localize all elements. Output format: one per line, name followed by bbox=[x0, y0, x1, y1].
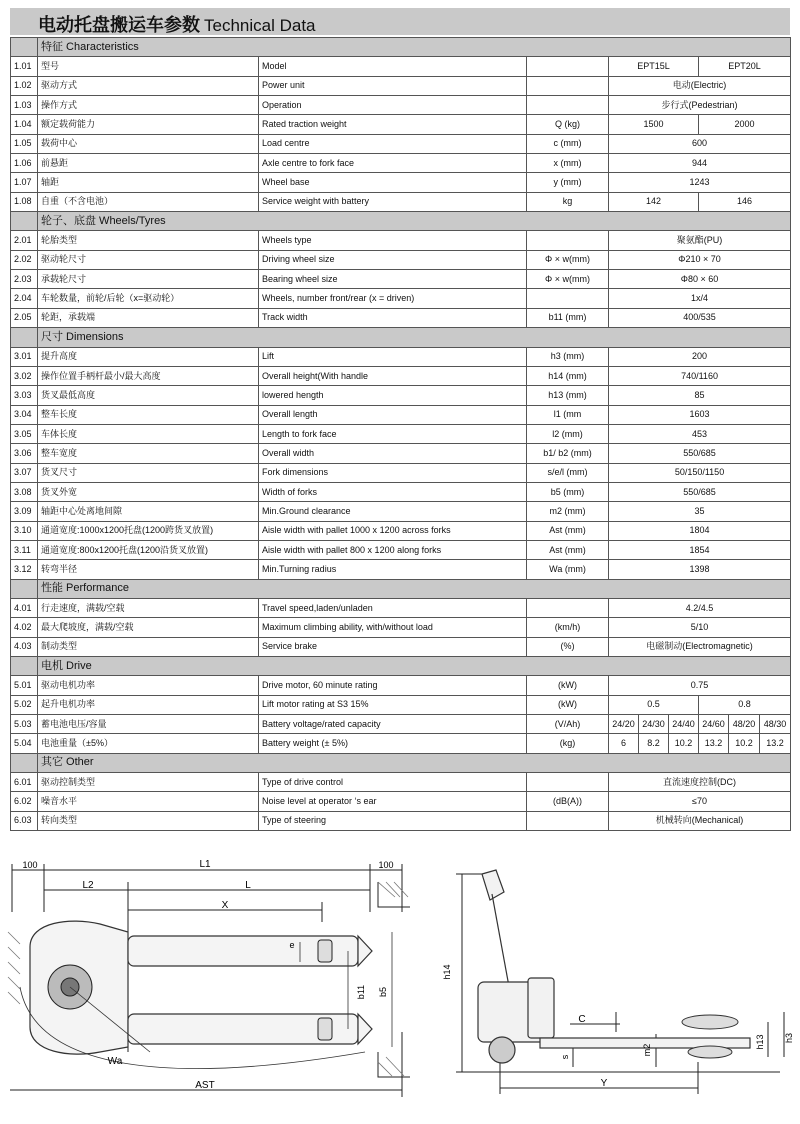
spec-name-en: Aisle width with pallet 1000 x 1200 across forks bbox=[259, 521, 527, 540]
spec-number: 2.02 bbox=[11, 250, 38, 269]
spec-name-cn: 整车长度 bbox=[38, 405, 259, 424]
dim-s-label: s bbox=[560, 1054, 570, 1060]
spec-number: 3.12 bbox=[11, 560, 38, 579]
spec-number: 5.02 bbox=[11, 695, 38, 714]
spec-name-cn: 通道宽度:800x1200托盘(1200沿货叉放置) bbox=[38, 540, 259, 559]
spec-name-en: Model bbox=[259, 57, 527, 76]
spec-unit: (kg) bbox=[527, 734, 609, 753]
section-header bbox=[11, 753, 791, 772]
spec-number: 1.08 bbox=[11, 192, 38, 211]
spec-value: 1854 bbox=[609, 540, 791, 559]
section-number-cell bbox=[11, 579, 38, 598]
spec-name-cn: 轮胎类型 bbox=[38, 231, 259, 250]
spec-row bbox=[11, 521, 791, 540]
spec-row bbox=[11, 76, 791, 95]
spec-number: 2.04 bbox=[11, 289, 38, 308]
spec-name-en: Type of steering bbox=[259, 811, 527, 830]
spec-unit: kg bbox=[527, 192, 609, 211]
spec-value-ept20l: 146 bbox=[699, 192, 791, 211]
spec-value: 1x/4 bbox=[609, 289, 791, 308]
spec-value: 0.75 bbox=[609, 676, 791, 695]
spec-value: 4.2/4.5 bbox=[609, 598, 791, 617]
spec-number: 3.08 bbox=[11, 482, 38, 501]
spec-value: 1804 bbox=[609, 521, 791, 540]
spec-value-ept15l: 0.5 bbox=[609, 695, 699, 714]
spec-name-en: Drive motor, 60 minute rating bbox=[259, 676, 527, 695]
spec-value-variant: 48/30 bbox=[760, 715, 791, 734]
spec-row bbox=[11, 734, 791, 753]
spec-number: 1.03 bbox=[11, 96, 38, 115]
spec-name-cn: 蓄电池电压/容量 bbox=[38, 715, 259, 734]
dim-b5-label: b5 bbox=[378, 986, 388, 998]
spec-number: 3.03 bbox=[11, 386, 38, 405]
spec-value-variant: 10.2 bbox=[729, 734, 760, 753]
section-header bbox=[11, 38, 791, 57]
spec-name-cn: 货叉最低高度 bbox=[38, 386, 259, 405]
spec-value: 944 bbox=[609, 154, 791, 173]
spec-unit: x (mm) bbox=[527, 154, 609, 173]
section-header bbox=[11, 579, 791, 598]
side-view-diagram bbox=[420, 852, 800, 1102]
spec-name-cn: 货叉尺寸 bbox=[38, 463, 259, 482]
spec-name-cn: 整车宽度 bbox=[38, 444, 259, 463]
spec-value: 步行式(Pedestrian) bbox=[609, 96, 791, 115]
spec-value-variant: 8.2 bbox=[639, 734, 669, 753]
spec-number: 6.01 bbox=[11, 773, 38, 792]
spec-number: 4.01 bbox=[11, 598, 38, 617]
spec-value: Φ80 × 60 bbox=[609, 270, 791, 289]
spec-name-en: Lift bbox=[259, 347, 527, 366]
spec-value-variant: 48/20 bbox=[729, 715, 760, 734]
spec-value: ≤70 bbox=[609, 792, 791, 811]
spec-unit: l2 (mm) bbox=[527, 424, 609, 443]
section-label: 性能 Performance bbox=[38, 579, 791, 598]
spec-name-cn: 轴距 bbox=[38, 173, 259, 192]
spec-name-cn: 制动类型 bbox=[38, 637, 259, 656]
spec-unit: Wa (mm) bbox=[527, 560, 609, 579]
section-number-cell bbox=[11, 657, 38, 676]
spec-number: 4.03 bbox=[11, 637, 38, 656]
spec-number: 3.06 bbox=[11, 444, 38, 463]
section-header bbox=[11, 657, 791, 676]
spec-name-en: Maximum climbing ability, with/without load bbox=[259, 618, 527, 637]
spec-name-cn: 提升高度 bbox=[38, 347, 259, 366]
spec-row bbox=[11, 560, 791, 579]
spec-row bbox=[11, 540, 791, 559]
section-label: 特征 Characteristics bbox=[38, 38, 791, 57]
spec-value: 453 bbox=[609, 424, 791, 443]
spec-name-en: Operation bbox=[259, 96, 527, 115]
spec-name-cn: 转弯半径 bbox=[38, 560, 259, 579]
spec-name-en: Driving wheel size bbox=[259, 250, 527, 269]
spec-value-variant: 24/20 bbox=[609, 715, 639, 734]
spec-name-en: Min.Turning radius bbox=[259, 560, 527, 579]
spec-unit: (V/Ah) bbox=[527, 715, 609, 734]
spec-unit bbox=[527, 289, 609, 308]
spec-row bbox=[11, 366, 791, 385]
dim-l2-label: L2 bbox=[82, 880, 94, 891]
spec-value-ept20l: 0.8 bbox=[699, 695, 791, 714]
spec-name-cn: 载荷中心 bbox=[38, 134, 259, 153]
spec-value-variant: 24/40 bbox=[669, 715, 699, 734]
spec-value: 机械转向(Mechanical) bbox=[609, 811, 791, 830]
spec-name-cn: 额定载荷能力 bbox=[38, 115, 259, 134]
spec-row bbox=[11, 270, 791, 289]
spec-value: Φ210 × 70 bbox=[609, 250, 791, 269]
dim-h14-label: h14 bbox=[442, 964, 452, 980]
section-number-cell bbox=[11, 212, 38, 231]
section-label: 轮子、底盘 Wheels/Tyres bbox=[38, 212, 791, 231]
spec-number: 5.01 bbox=[11, 676, 38, 695]
spec-row bbox=[11, 173, 791, 192]
spec-number: 5.03 bbox=[11, 715, 38, 734]
spec-number: 2.05 bbox=[11, 308, 38, 327]
spec-unit bbox=[527, 76, 609, 95]
spec-name-cn: 型号 bbox=[38, 57, 259, 76]
dim-l-label: L bbox=[245, 880, 251, 891]
spec-number: 4.02 bbox=[11, 618, 38, 637]
spec-name-cn: 转向类型 bbox=[38, 811, 259, 830]
spec-name-cn: 车轮数量，前轮/后轮（x=驱动轮） bbox=[38, 289, 259, 308]
dim-left-margin-label: 100 bbox=[22, 860, 38, 870]
spec-number: 3.11 bbox=[11, 540, 38, 559]
spec-row bbox=[11, 773, 791, 792]
spec-value-ept15l: 142 bbox=[609, 192, 699, 211]
dim-b11-label: b11 bbox=[356, 984, 366, 1000]
spec-value: 740/1160 bbox=[609, 366, 791, 385]
spec-number: 3.01 bbox=[11, 347, 38, 366]
dim-x-label: X bbox=[221, 900, 229, 911]
spec-row bbox=[11, 811, 791, 830]
technical-data-table bbox=[10, 37, 791, 831]
spec-value-variant: 13.2 bbox=[760, 734, 791, 753]
spec-row bbox=[11, 250, 791, 269]
spec-value-variant: 24/60 bbox=[699, 715, 729, 734]
spec-name-en: Lift motor rating at S3 15% bbox=[259, 695, 527, 714]
spec-row bbox=[11, 231, 791, 250]
spec-name-en: Power unit bbox=[259, 76, 527, 95]
spec-row bbox=[11, 598, 791, 617]
spec-row bbox=[11, 502, 791, 521]
spec-number: 3.10 bbox=[11, 521, 38, 540]
spec-value-variant: 24/30 bbox=[639, 715, 669, 734]
section-label: 尺寸 Dimensions bbox=[38, 328, 791, 347]
spec-name-cn: 驱动控制类型 bbox=[38, 773, 259, 792]
spec-name-en: Wheels, number front/rear (x = driven) bbox=[259, 289, 527, 308]
spec-unit: b11 (mm) bbox=[527, 308, 609, 327]
spec-value: 550/685 bbox=[609, 482, 791, 501]
spec-name-cn: 噪音水平 bbox=[38, 792, 259, 811]
spec-name-en: Bearing wheel size bbox=[259, 270, 527, 289]
spec-name-cn: 起升电机功率 bbox=[38, 695, 259, 714]
dim-m2-label: m2 bbox=[642, 1043, 652, 1057]
spec-name-cn: 货叉外宽 bbox=[38, 482, 259, 501]
spec-number: 5.04 bbox=[11, 734, 38, 753]
spec-row bbox=[11, 695, 791, 714]
spec-value: 35 bbox=[609, 502, 791, 521]
spec-unit: s/e/l (mm) bbox=[527, 463, 609, 482]
section-number-cell bbox=[11, 328, 38, 347]
section-number-cell bbox=[11, 38, 38, 57]
spec-number: 6.03 bbox=[11, 811, 38, 830]
spec-name-cn: 轮距，承载端 bbox=[38, 308, 259, 327]
spec-unit: (kW) bbox=[527, 695, 609, 714]
spec-name-cn: 自重（不含电池） bbox=[38, 192, 259, 211]
spec-value: 1603 bbox=[609, 405, 791, 424]
spec-name-cn: 驱动轮尺寸 bbox=[38, 250, 259, 269]
spec-row bbox=[11, 637, 791, 656]
spec-unit bbox=[527, 96, 609, 115]
spec-name-en: Wheel base bbox=[259, 173, 527, 192]
spec-number: 3.04 bbox=[11, 405, 38, 424]
spec-unit: Φ × w(mm) bbox=[527, 270, 609, 289]
spec-number: 3.05 bbox=[11, 424, 38, 443]
spec-name-en: Battery weight (± 5%) bbox=[259, 734, 527, 753]
spec-value: 直流速度控制(DC) bbox=[609, 773, 791, 792]
spec-name-cn: 驱动方式 bbox=[38, 76, 259, 95]
section-number-cell bbox=[11, 753, 38, 772]
spec-unit: l1 (mm bbox=[527, 405, 609, 424]
spec-value-ept15l: 1500 bbox=[609, 115, 699, 134]
spec-name-cn: 承载轮尺寸 bbox=[38, 270, 259, 289]
spec-number: 6.02 bbox=[11, 792, 38, 811]
spec-name-en: Overall height(With handle bbox=[259, 366, 527, 385]
spec-value: 1398 bbox=[609, 560, 791, 579]
spec-unit: m2 (mm) bbox=[527, 502, 609, 521]
spec-name-cn: 行走速度，满载/空载 bbox=[38, 598, 259, 617]
spec-value: 600 bbox=[609, 134, 791, 153]
dim-h3-label: h3 bbox=[784, 1032, 794, 1044]
spec-unit: Φ × w(mm) bbox=[527, 250, 609, 269]
dim-y-label: Y bbox=[600, 1078, 608, 1089]
spec-name-en: Fork dimensions bbox=[259, 463, 527, 482]
spec-name-en: Noise level at operator ‘s ear bbox=[259, 792, 527, 811]
spec-row bbox=[11, 444, 791, 463]
spec-value: 电磁制动(Electromagnetic) bbox=[609, 637, 791, 656]
spec-name-en: Overall length bbox=[259, 405, 527, 424]
spec-unit bbox=[527, 57, 609, 76]
spec-name-cn: 电池重量（±5%） bbox=[38, 734, 259, 753]
spec-unit: h14 (mm) bbox=[527, 366, 609, 385]
spec-name-cn: 轴距中心处离地间隙 bbox=[38, 502, 259, 521]
spec-row bbox=[11, 618, 791, 637]
spec-value-variant: 6 bbox=[609, 734, 639, 753]
section-label: 其它 Other bbox=[38, 753, 791, 772]
spec-unit: Q (kg) bbox=[527, 115, 609, 134]
spec-row bbox=[11, 96, 791, 115]
spec-name-en: Length to fork face bbox=[259, 424, 527, 443]
spec-name-en: Battery voltage/rated capacity bbox=[259, 715, 527, 734]
section-header bbox=[11, 212, 791, 231]
spec-name-cn: 车体长度 bbox=[38, 424, 259, 443]
spec-unit: c (mm) bbox=[527, 134, 609, 153]
spec-row bbox=[11, 57, 791, 76]
spec-name-en: Track width bbox=[259, 308, 527, 327]
spec-row bbox=[11, 676, 791, 695]
spec-unit bbox=[527, 231, 609, 250]
spec-number: 3.02 bbox=[11, 366, 38, 385]
spec-number: 1.01 bbox=[11, 57, 38, 76]
spec-row bbox=[11, 308, 791, 327]
top-view-diagram bbox=[0, 852, 420, 1102]
spec-row bbox=[11, 386, 791, 405]
spec-name-en: Min.Ground clearance bbox=[259, 502, 527, 521]
spec-name-en: Axle centre to fork face bbox=[259, 154, 527, 173]
spec-value: 5/10 bbox=[609, 618, 791, 637]
dim-wa-label: Wa bbox=[107, 1056, 123, 1067]
spec-row bbox=[11, 715, 791, 734]
spec-unit: (km/h) bbox=[527, 618, 609, 637]
spec-row bbox=[11, 792, 791, 811]
spec-name-en: Aisle width with pallet 800 x 1200 along forks bbox=[259, 540, 527, 559]
spec-name-en: Load centre bbox=[259, 134, 527, 153]
spec-value-variant: 13.2 bbox=[699, 734, 729, 753]
spec-value: 200 bbox=[609, 347, 791, 366]
spec-row bbox=[11, 134, 791, 153]
spec-unit: Ast (mm) bbox=[527, 540, 609, 559]
section-header bbox=[11, 328, 791, 347]
spec-row bbox=[11, 424, 791, 443]
dim-c-label: C bbox=[578, 1014, 586, 1025]
section-label: 电机 Drive bbox=[38, 657, 791, 676]
spec-name-cn: 操作位置手柄杆最小/最大高度 bbox=[38, 366, 259, 385]
spec-number: 1.05 bbox=[11, 134, 38, 153]
spec-number: 3.09 bbox=[11, 502, 38, 521]
spec-name-cn: 驱动电机功率 bbox=[38, 676, 259, 695]
spec-unit: (%) bbox=[527, 637, 609, 656]
spec-number: 2.03 bbox=[11, 270, 38, 289]
spec-row bbox=[11, 347, 791, 366]
spec-row bbox=[11, 192, 791, 211]
dim-h13-label: h13 bbox=[755, 1034, 765, 1050]
spec-unit: h13 (mm) bbox=[527, 386, 609, 405]
dim-right-margin-label: 100 bbox=[378, 860, 394, 870]
page-title-en: Technical Data bbox=[204, 16, 316, 35]
spec-unit bbox=[527, 773, 609, 792]
spec-row bbox=[11, 289, 791, 308]
dim-e-label: e bbox=[289, 940, 295, 950]
spec-row bbox=[11, 115, 791, 134]
spec-name-en: Type of drive control bbox=[259, 773, 527, 792]
dim-ast-label: AST bbox=[195, 1080, 215, 1091]
spec-unit: (kW) bbox=[527, 676, 609, 695]
spec-row bbox=[11, 463, 791, 482]
spec-value: 电动(Electric) bbox=[609, 76, 791, 95]
spec-unit: Ast (mm) bbox=[527, 521, 609, 540]
spec-unit bbox=[527, 598, 609, 617]
spec-value: 400/535 bbox=[609, 308, 791, 327]
spec-number: 1.02 bbox=[11, 76, 38, 95]
spec-unit: y (mm) bbox=[527, 173, 609, 192]
spec-row bbox=[11, 482, 791, 501]
dim-l1-label: L1 bbox=[199, 859, 211, 870]
spec-name-en: Service weight with battery bbox=[259, 192, 527, 211]
spec-unit bbox=[527, 811, 609, 830]
spec-name-cn: 前悬距 bbox=[38, 154, 259, 173]
spec-name-en: Service brake bbox=[259, 637, 527, 656]
spec-value: 1243 bbox=[609, 173, 791, 192]
truck-side-outline bbox=[478, 870, 750, 1063]
spec-number: 1.06 bbox=[11, 154, 38, 173]
spec-number: 2.01 bbox=[11, 231, 38, 250]
spec-value-ept20l: EPT20L bbox=[699, 57, 791, 76]
spec-name-en: Width of forks bbox=[259, 482, 527, 501]
spec-number: 1.07 bbox=[11, 173, 38, 192]
spec-unit: (dB(A)) bbox=[527, 792, 609, 811]
page-title bbox=[38, 11, 316, 37]
spec-name-en: Rated traction weight bbox=[259, 115, 527, 134]
spec-unit: b5 (mm) bbox=[527, 482, 609, 501]
spec-row bbox=[11, 154, 791, 173]
spec-number: 3.07 bbox=[11, 463, 38, 482]
spec-value: 聚氨酯(PU) bbox=[609, 231, 791, 250]
spec-name-en: Wheels type bbox=[259, 231, 527, 250]
spec-row bbox=[11, 405, 791, 424]
spec-value: 50/150/1150 bbox=[609, 463, 791, 482]
spec-name-cn: 最大爬坡度，满载/空载 bbox=[38, 618, 259, 637]
spec-name-cn: 通道宽度:1000x1200托盘(1200跨货叉放置) bbox=[38, 521, 259, 540]
spec-value-ept15l: EPT15L bbox=[609, 57, 699, 76]
spec-name-en: lowered hength bbox=[259, 386, 527, 405]
spec-unit: h3 (mm) bbox=[527, 347, 609, 366]
spec-name-en: Travel speed,laden/unladen bbox=[259, 598, 527, 617]
spec-value: 85 bbox=[609, 386, 791, 405]
spec-value-ept20l: 2000 bbox=[699, 115, 791, 134]
page-title-cn: 电动托盘搬运车参数 bbox=[38, 15, 200, 35]
spec-unit: b1/ b2 (mm) bbox=[527, 444, 609, 463]
spec-name-cn: 操作方式 bbox=[38, 96, 259, 115]
spec-value: 550/685 bbox=[609, 444, 791, 463]
spec-value-variant: 10.2 bbox=[669, 734, 699, 753]
spec-number: 1.04 bbox=[11, 115, 38, 134]
spec-name-en: Overall width bbox=[259, 444, 527, 463]
